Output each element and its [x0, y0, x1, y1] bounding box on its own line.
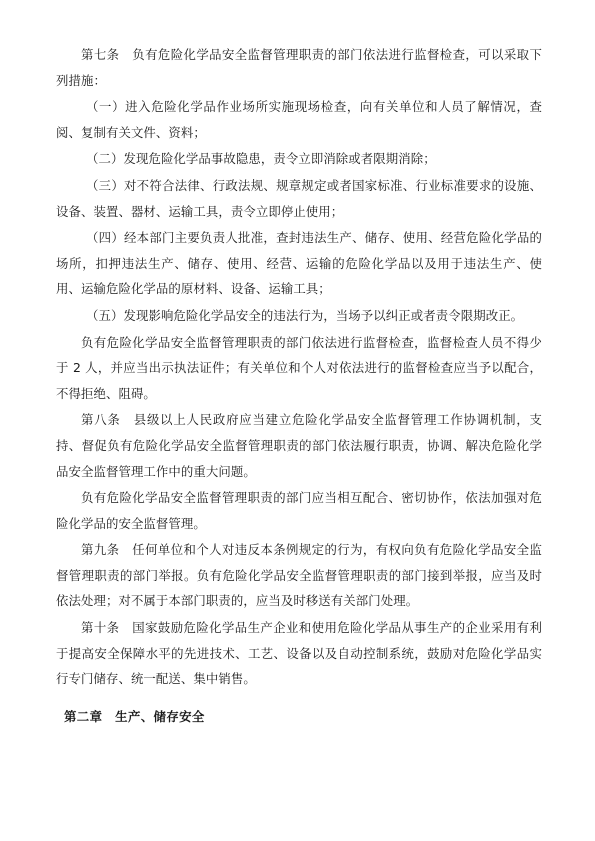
- list-item-2: （二）发现危险化学品事故隐患，责令立即消除或者限期消除；: [86, 151, 436, 167]
- paragraph-cooperation: 负有危险化学品安全监督管理职责的部门应当相互配合、密切协作，依法加强对危险化学品的安全监督管理。: [56, 490, 542, 531]
- paragraph-article-10: 第十条 国家鼓励危险化学品生产企业和使用危险化学品从事生产的企业采用有利于提高安全保障水平的先进技术、工艺、设备以及自动控制系统，鼓励对危险化学品实行专门储存、统一配送、集中销售。: [56, 620, 542, 687]
- paragraph-article-7: 第七条 负有危险化学品安全监督管理职责的部门依法进行监督检查，可以采取下列措施：: [56, 47, 542, 88]
- list-item-4: （四）经本部门主要负责人批准，查封违法生产、储存、使用、经营危险化学品的场所，扣押违法生产、储存、使用、经营、运输的危险化学品以及用于违法生产、使用、运输危险化学品的原材料、设备、运输工具；: [56, 230, 542, 297]
- list-item-5: （五）发现影响危险化学品安全的违法行为，当场予以纠正或者责令限期改正。: [86, 307, 524, 323]
- list-item-1: （一）进入危险化学品作业场所实施现场检查，向有关单位和人员了解情况，查阅、复制有关文件、资料；: [56, 99, 542, 140]
- document-body: [56, 42, 542, 693]
- chapter-heading: 第二章 生产、储存安全: [64, 709, 205, 724]
- paragraph-inspection: 负有危险化学品安全监督管理职责的部门依法进行监督检查，监督检查人员不得少于 2 人，并应当出示执法证件；有关单位和个人对依法进行的监督检查应当予以配合，不得拒绝、阻碍。: [56, 334, 542, 401]
- paragraph-article-9: 第九条 任何单位和个人对违反本条例规定的行为，有权向负有危险化学品安全监督管理职责的部门举报。负有危险化学品安全监督管理职责的部门接到举报，应当及时依法处理；对不属于本部门职责的，应当及时移送有关部门处理。: [56, 542, 542, 609]
- list-item-3: （三）对不符合法律、行政法规、规章规定或者国家标准、行业标准要求的设施、设备、装置、器材、运输工具，责令立即停止使用；: [56, 177, 542, 219]
- paragraph-article-8: 第八条 县级以上人民政府应当建立危险化学品安全监督管理工作协调机制，支持、督促负有危险化学品安全监督管理职责的部门依法履行职责，协调、解决危险化学品安全监督管理工作中的重大问题。: [56, 412, 542, 479]
